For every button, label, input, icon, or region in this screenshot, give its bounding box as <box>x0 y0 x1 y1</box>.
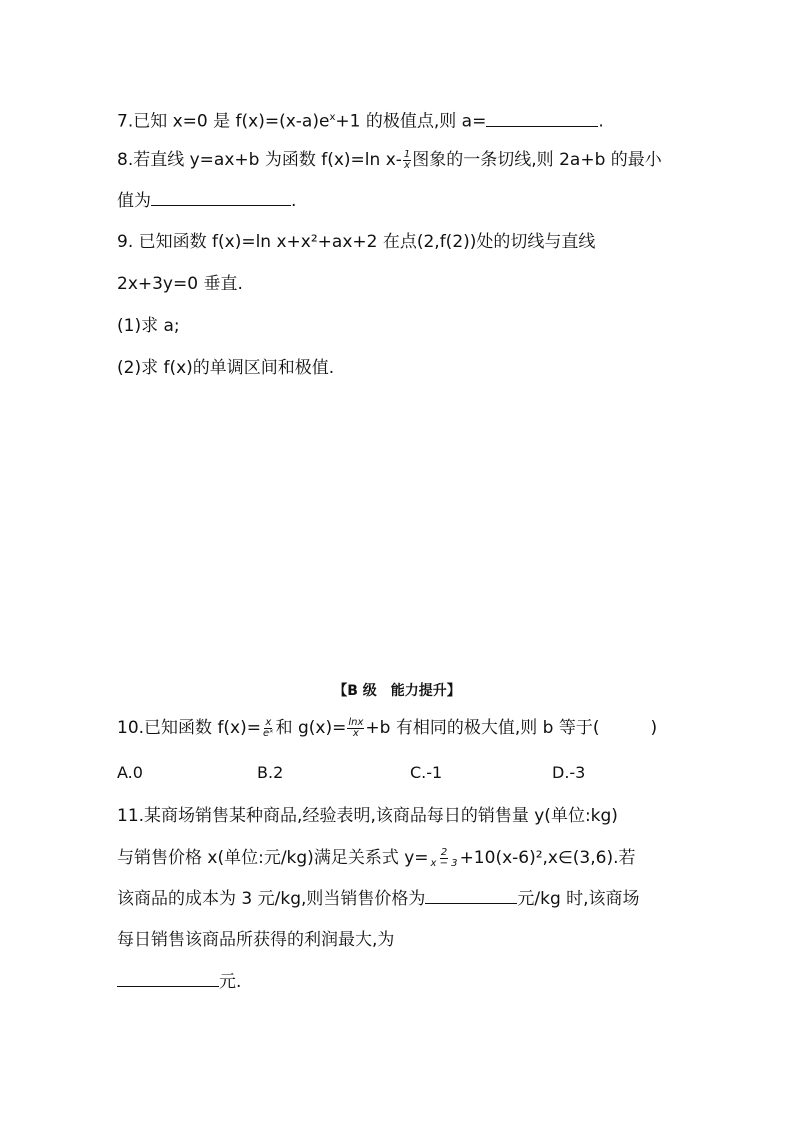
q11-frac-num: 2 <box>440 846 448 858</box>
q10-text-a: 10.已知函数 f(x)= <box>117 718 261 738</box>
q10-frac2-den: x <box>352 727 359 739</box>
q10-text-c: +b 有相同的极大值,则 b 等于( ) <box>365 718 658 738</box>
q10-frac1-num: x <box>265 716 272 728</box>
question-9-part-2: (2)求 f(x)的单调区间和极值. <box>117 358 335 378</box>
choice-c[interactable]: C.-1 <box>410 763 443 782</box>
question-11-line-5 <box>117 970 241 994</box>
question-7 <box>117 106 604 134</box>
q7-text-b: +1 的极值点,则 a= <box>335 111 487 132</box>
question-10 <box>117 716 657 740</box>
q11-fraction <box>430 848 459 869</box>
question-11-line-2 <box>117 846 636 870</box>
q11-line2-b: +10(x-6)²,x∈(3,6).若 <box>459 848 636 868</box>
q10-fraction-1 <box>262 718 275 739</box>
q7-exponent: x <box>329 112 336 123</box>
q10-text-b: 和 g(x)= <box>275 718 347 738</box>
q8-line2-text: 值为 <box>117 191 151 211</box>
q7-text-a: 7.已知 x=0 是 f(x)=(x-a)e <box>117 111 330 132</box>
q10-frac1-den: eˣ <box>263 727 274 739</box>
question-8-line-1 <box>117 148 662 172</box>
q8-end: . <box>291 191 297 211</box>
q8-fraction <box>403 150 411 171</box>
q8-answer-blank[interactable] <box>151 189 291 206</box>
question-9-line-2: 2x+3y=0 垂直. <box>117 274 243 294</box>
choice-b[interactable]: B.2 <box>257 763 284 782</box>
q11-line2-a: 与销售价格 x(单位:元/kg)满足关系式 y= <box>117 848 429 868</box>
choice-d[interactable]: D.-3 <box>552 763 586 782</box>
question-8-line-2 <box>117 189 296 213</box>
question-11-line-1: 11.某商场销售某种商品,经验表明,该商品每日的销售量 y(单位:kg) <box>117 806 618 826</box>
q8-frac-num: 1 <box>403 148 411 160</box>
question-9-line-1: 9. 已知函数 f(x)=ln x+x²+ax+2 在点(2,f(2))处的切线与直线 <box>117 232 596 252</box>
section-title: 【B 级 能力提升】 <box>333 683 461 699</box>
question-9-part-1: (1)求 a; <box>117 316 180 336</box>
q11-price-blank[interactable] <box>425 887 517 904</box>
question-11-line-3 <box>117 887 640 911</box>
q8-text-b: 图象的一条切线,则 2a+b 的最小 <box>412 150 662 170</box>
q8-text-a: 8.若直线 y=ax+b 为函数 f(x)=ln x- <box>117 150 402 170</box>
q11-line5-end: 元. <box>219 972 242 992</box>
choice-a[interactable]: A.0 <box>117 763 143 782</box>
q11-line3-a: 该商品的成本为 3 元/kg,则当销售价格为 <box>117 889 426 909</box>
q10-frac2-num: lnx <box>348 716 364 728</box>
q11-line3-b: 元/kg 时,该商场 <box>517 889 640 909</box>
q11-frac-den: x − 3 <box>430 857 458 869</box>
q7-answer-blank[interactable] <box>486 110 598 127</box>
q11-profit-blank[interactable] <box>117 970 219 987</box>
q7-end: . <box>598 111 604 132</box>
question-11-line-4: 每日销售该商品所获得的利润最大,为 <box>117 930 395 950</box>
q8-frac-den: x <box>404 159 411 171</box>
q10-fraction-2 <box>347 718 364 739</box>
